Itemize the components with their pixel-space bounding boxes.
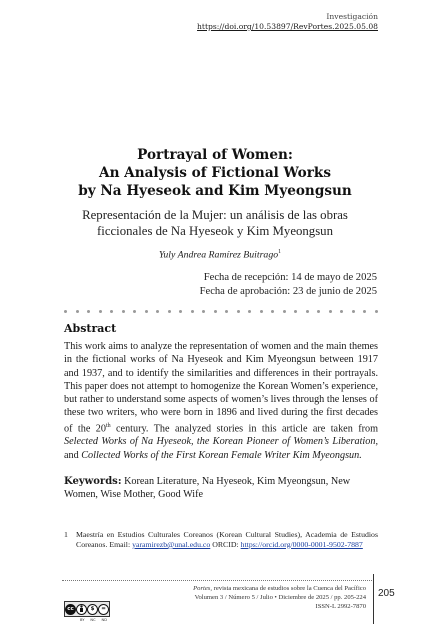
divider-dot xyxy=(306,310,309,313)
footnote xyxy=(64,530,378,550)
article-title xyxy=(40,146,390,200)
divider-dot xyxy=(294,310,297,313)
divider-dot xyxy=(214,310,217,313)
keywords xyxy=(64,475,378,502)
nc-dollar-icon: $ xyxy=(87,604,98,615)
cc-license-labels xyxy=(77,618,110,622)
date-approved: Fecha de aprobación: 23 de junio de 2025 xyxy=(199,286,377,297)
title-line-2: An Analysis of Fictional Works xyxy=(99,165,331,181)
divider-dot xyxy=(317,310,320,313)
divider-dot xyxy=(202,310,205,313)
book-title-1: Selected Works of Na Hyeseok, the Korean Pioneer of Women’s Liberation, xyxy=(64,436,378,448)
journal-subtitle: revista mexicana de estudios sobre la Cuenca del Pacífico xyxy=(212,585,366,592)
date-received: Fecha de recepción: 14 de mayo de 2025 xyxy=(203,272,377,283)
orcid-link[interactable]: https://orcid.org/0000-0001-9502-7887 xyxy=(240,539,363,549)
author-name xyxy=(60,249,380,260)
divider-dot xyxy=(145,310,148,313)
divider-dot xyxy=(179,310,182,313)
keywords-label: Keywords: xyxy=(64,476,122,487)
divider-dot xyxy=(352,310,355,313)
divider-dot xyxy=(271,310,274,313)
divider-dot xyxy=(329,310,332,313)
cc-nd-label: ND xyxy=(101,618,108,622)
abstract-conjunction: and xyxy=(64,449,82,461)
divider-dot xyxy=(283,310,286,313)
divider-dot xyxy=(168,310,171,313)
email-link[interactable]: yaramirezb@unal.edu.co xyxy=(132,539,211,549)
divider-dot xyxy=(110,310,113,313)
title-line-1: Portrayal of Women: xyxy=(137,147,293,163)
divider-dot xyxy=(191,310,194,313)
divider-dot xyxy=(363,310,366,313)
divider-dot xyxy=(64,310,67,313)
footnote-text: Maestría en Estudios Culturales Coreanos (Korean Cultural Studies), Academia de Estudios Coreanos. Email: xyxy=(76,530,378,549)
by-person-icon xyxy=(76,604,87,615)
keywords-list: Korean Literature, Na Hyeseok, Kim Myeongsun, New Women, Wise Mother, Good Wife xyxy=(64,476,351,501)
divider-dot xyxy=(99,310,102,313)
divider-dot xyxy=(260,310,263,313)
nd-equals-icon: = xyxy=(98,604,109,615)
title-line-3: by Na Hyeseok and Kim Myeongsun xyxy=(78,183,352,199)
abstract-part-1: This work aims to analyze the representation of women and the main themes in the fictional works of Na Hyeseok and Kim Myeongsun between 1917 and 1937, and to identify the similarities and differences in their portrayals. This paper does not attempt to homogenize the Korean Women’s experience, but rather to understand some aspects of women’s lives through the lenses of these two writers, who were born in 1896 and lived during the first decades of the 20 xyxy=(64,341,378,435)
divider-dot xyxy=(133,310,136,313)
orcid-label: ORCID: xyxy=(210,539,241,549)
abstract-part-2: century. The analyzed stories in this article are taken from xyxy=(110,423,379,435)
divider-dot xyxy=(237,310,240,313)
divider-dot xyxy=(122,310,125,313)
book-title-2: Collected Works of the First Korean Female Writer Kim Myeongsun. xyxy=(81,449,362,461)
cc-by-label: BY xyxy=(79,618,85,622)
running-header xyxy=(197,12,378,32)
divider-dot xyxy=(87,310,90,313)
dotted-divider xyxy=(64,310,378,313)
author-footnote-mark[interactable]: 1 xyxy=(278,249,282,255)
footnote-number: 1 xyxy=(64,530,68,539)
footer-divider xyxy=(62,580,372,581)
abstract-text xyxy=(64,340,378,462)
divider-dot xyxy=(225,310,228,313)
footer-vertical-rule xyxy=(373,574,374,624)
dates-block xyxy=(200,271,377,299)
journal-issn: ISSN-L 2992-7870 xyxy=(315,603,366,610)
journal-volume: Volumen 3 / Número 5 / Julio • Diciembre de 2025 / pp. 205-224 xyxy=(194,594,366,601)
cc-license-badge[interactable] xyxy=(64,601,110,617)
divider-dot xyxy=(156,310,159,313)
subtitle-line-1: Representación de la Mujer: un análisis de las obras xyxy=(82,208,348,222)
doi-link[interactable]: https://doi.org/10.53897/RevPortes.2025.05.08 xyxy=(197,22,378,31)
journal-name: Portes, xyxy=(193,585,213,592)
cc-icon: cc xyxy=(65,604,76,615)
article-subtitle xyxy=(40,207,390,239)
divider-dot xyxy=(375,310,378,313)
page-number: 205 xyxy=(378,588,395,599)
journal-info xyxy=(193,584,366,611)
cc-nc-label: NC xyxy=(90,618,96,622)
divider-dot xyxy=(248,310,251,313)
section-label: Investigación xyxy=(326,12,378,21)
subtitle-line-2: ficcionales de Na Hyeseok y Kim Myeongsun xyxy=(97,224,333,238)
divider-dot xyxy=(340,310,343,313)
abstract-heading: Abstract xyxy=(64,322,117,335)
divider-dot xyxy=(76,310,79,313)
author-text: Yuly Andrea Ramírez Buitrago xyxy=(158,249,279,261)
abstract-superscript: th xyxy=(105,422,111,429)
